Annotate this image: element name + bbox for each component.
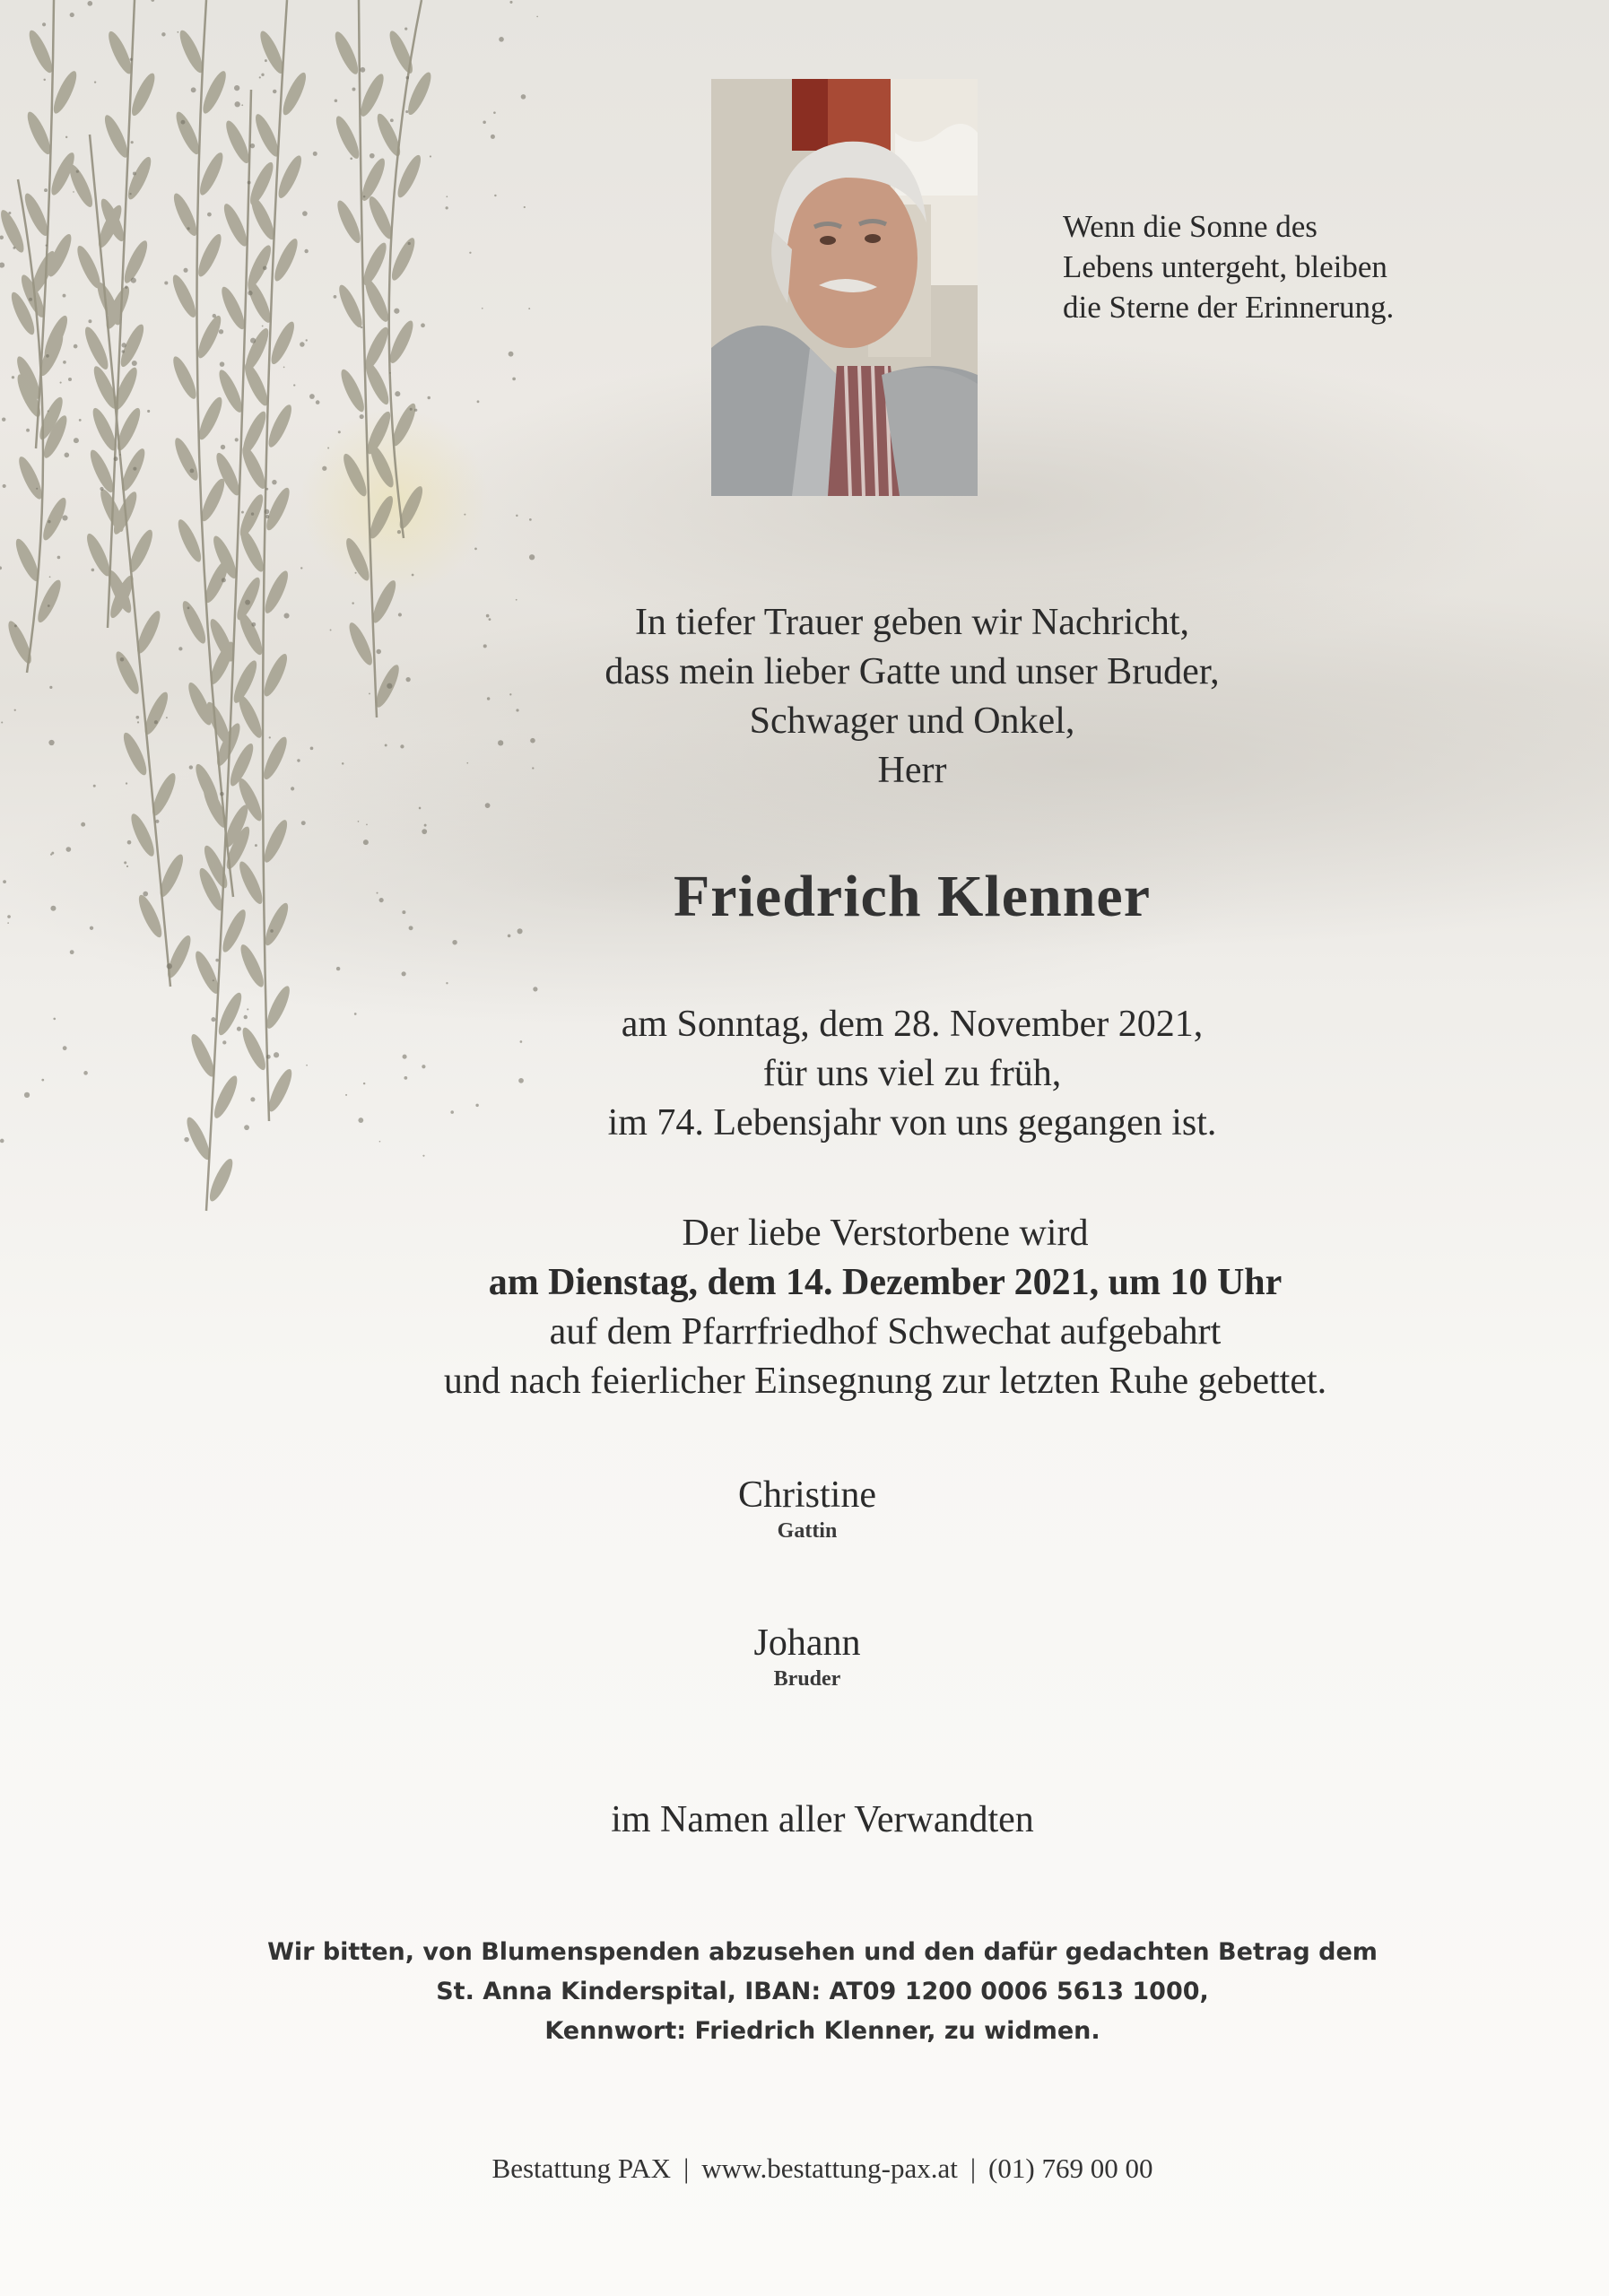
relative-name: Johann (753, 1622, 861, 1664)
quote-line: Lebens untergeht, bleiben (1063, 249, 1387, 284)
funeral-line: auf dem Pfarrfriedhof Schwechat aufgebahrt (549, 1311, 1222, 1352)
phone-number: (01) 769 00 00 (988, 2152, 1153, 2184)
funeral-details (0, 1209, 1609, 1406)
donation-line: Wir bitten, von Blumenspenden abzusehen und den dafür gedachten Betrag dem (267, 1938, 1378, 1966)
donation-line: St. Anna Kinderspital, IBAN: AT09 1200 0006 5613 1000, (436, 1978, 1209, 2005)
portrait-photo (711, 79, 978, 496)
relative-role: Bruder (773, 1667, 841, 1691)
death-line: für uns viel zu früh, (762, 1053, 1062, 1094)
quote-line: die Sterne der Erinnerung. (1063, 290, 1395, 325)
funeral-home-footer (0, 2151, 1609, 2187)
footer-separator: | (683, 2152, 690, 2184)
intro-line: Herr (877, 750, 947, 791)
intro-line: dass mein lieber Gatte und unser Bruder, (604, 651, 1220, 692)
intro-line: Schwager und Onkel, (749, 700, 1075, 742)
death-line: im 74. Lebensjahr von uns gegangen ist. (607, 1102, 1217, 1144)
death-details (0, 1000, 1609, 1148)
funeral-line: Der liebe Verstorbene wird (682, 1213, 1089, 1254)
intro-line: In tiefer Trauer geben wir Nachricht, (634, 602, 1190, 643)
deceased-name: Friedrich Klenner (673, 864, 1152, 929)
death-line: am Sonntag, dem 28. November 2021, (621, 1004, 1204, 1045)
donation-request (0, 1933, 1609, 2051)
relative-role: Gattin (777, 1519, 838, 1543)
donation-line: Kennwort: Friedrich Klenner, zu widmen. (544, 2017, 1100, 2045)
closing-line: im Namen aller Verwandten (611, 1799, 1034, 1840)
funeral-date: am Dienstag, dem 14. Dezember 2021, um 10 Uhr (488, 1262, 1283, 1303)
memorial-quote (1063, 206, 1439, 327)
relative-name: Christine (738, 1474, 876, 1516)
company-name: Bestattung PAX (491, 2152, 672, 2184)
announcement-intro (0, 598, 1609, 796)
quote-line: Wenn die Sonne des (1063, 209, 1318, 244)
website-link[interactable]: www.bestattung-pax.at (701, 2152, 958, 2184)
footer-separator: | (970, 2152, 977, 2184)
funeral-line: und nach feierlicher Einsegnung zur letzten Ruhe gebettet. (443, 1361, 1327, 1402)
